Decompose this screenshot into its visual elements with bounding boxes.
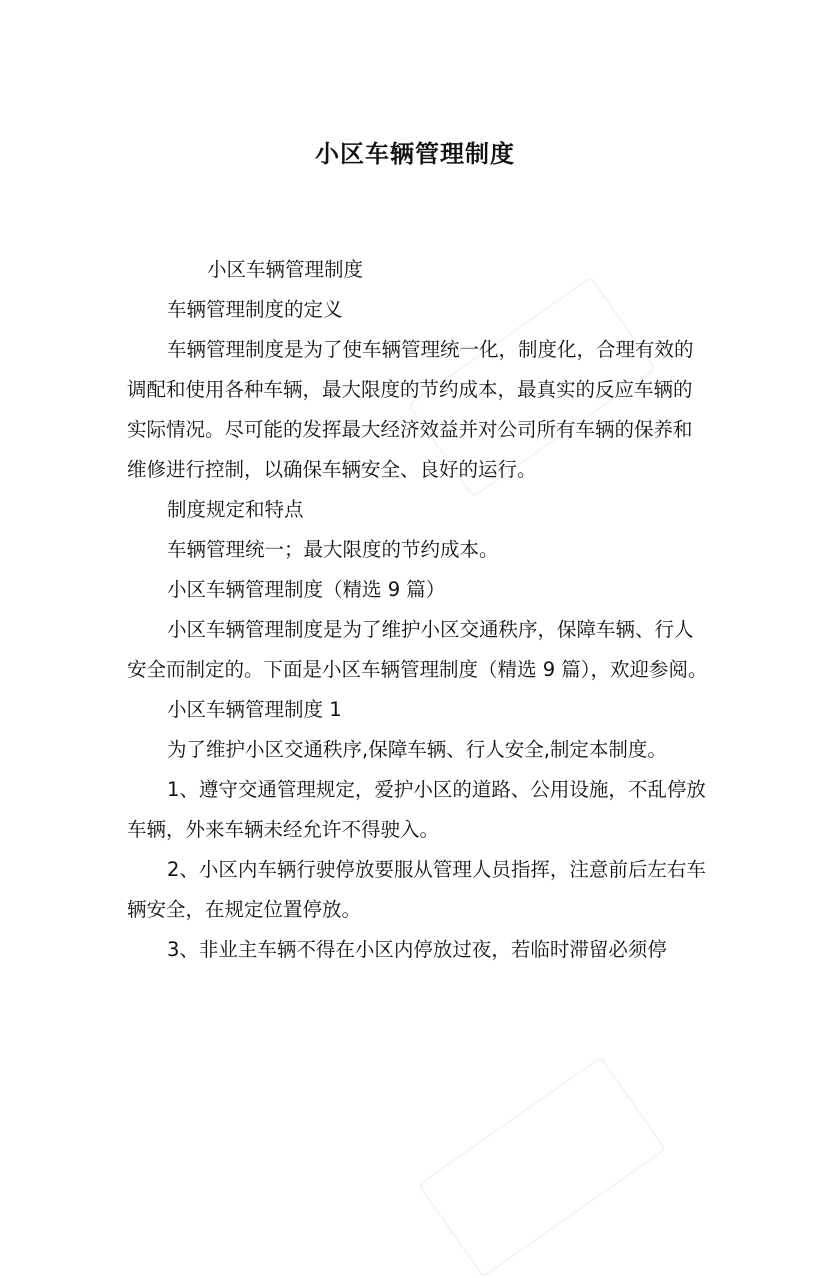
paragraph-rule-1: 1、遵守交通管理规定，爱护小区的道路、公用设施，不乱停放车辆，外来车辆未经允许不得驶入。 (127, 778, 706, 841)
paragraph-heading-definition: 车辆管理制度的定义 (167, 298, 343, 321)
paragraph-purpose: 为了维护小区交通秩序,保障车辆、行人安全,制定本制度。 (167, 738, 667, 761)
document-title: 小区车辆管理制度 (315, 140, 515, 168)
paragraph-heading-section-1: 小区车辆管理制度 1 (167, 698, 342, 721)
watermark-stamp (418, 1056, 667, 1278)
paragraph-rule-2: 2、小区内车辆行驶停放要服从管理人员指挥，注意前后左右车辆安全，在规定位置停放。 (127, 858, 706, 921)
paragraph-rule-3: 3、非业主车辆不得在小区内停放过夜，若临时滞留必须停 (167, 938, 667, 961)
document-body (127, 250, 710, 970)
paragraph-heading-features: 制度规定和特点 (167, 498, 304, 521)
paragraph-intro: 小区车辆管理制度是为了维护小区交通秩序，保障车辆、行人安全而制定的。下面是小区车辆管理制度（精选 9 篇），欢迎参阅。 (127, 618, 708, 681)
paragraph-subtitle: 小区车辆管理制度 (207, 258, 364, 281)
paragraph-definition: 车辆管理制度是为了使车辆管理统一化，制度化，合理有效的调配和使用各种车辆，最大限度的节约成本，最真实的反应车辆的实际情况。尽可能的发挥最大经济效益并对公司所有车辆的保养和维修进行控制，以确保车辆安全、良好的运行。 (127, 338, 694, 481)
paragraph-heading-selection: 小区车辆管理制度（精选 9 篇） (167, 578, 446, 601)
paragraph-features: 车辆管理统一；最大限度的节约成本。 (167, 538, 499, 561)
